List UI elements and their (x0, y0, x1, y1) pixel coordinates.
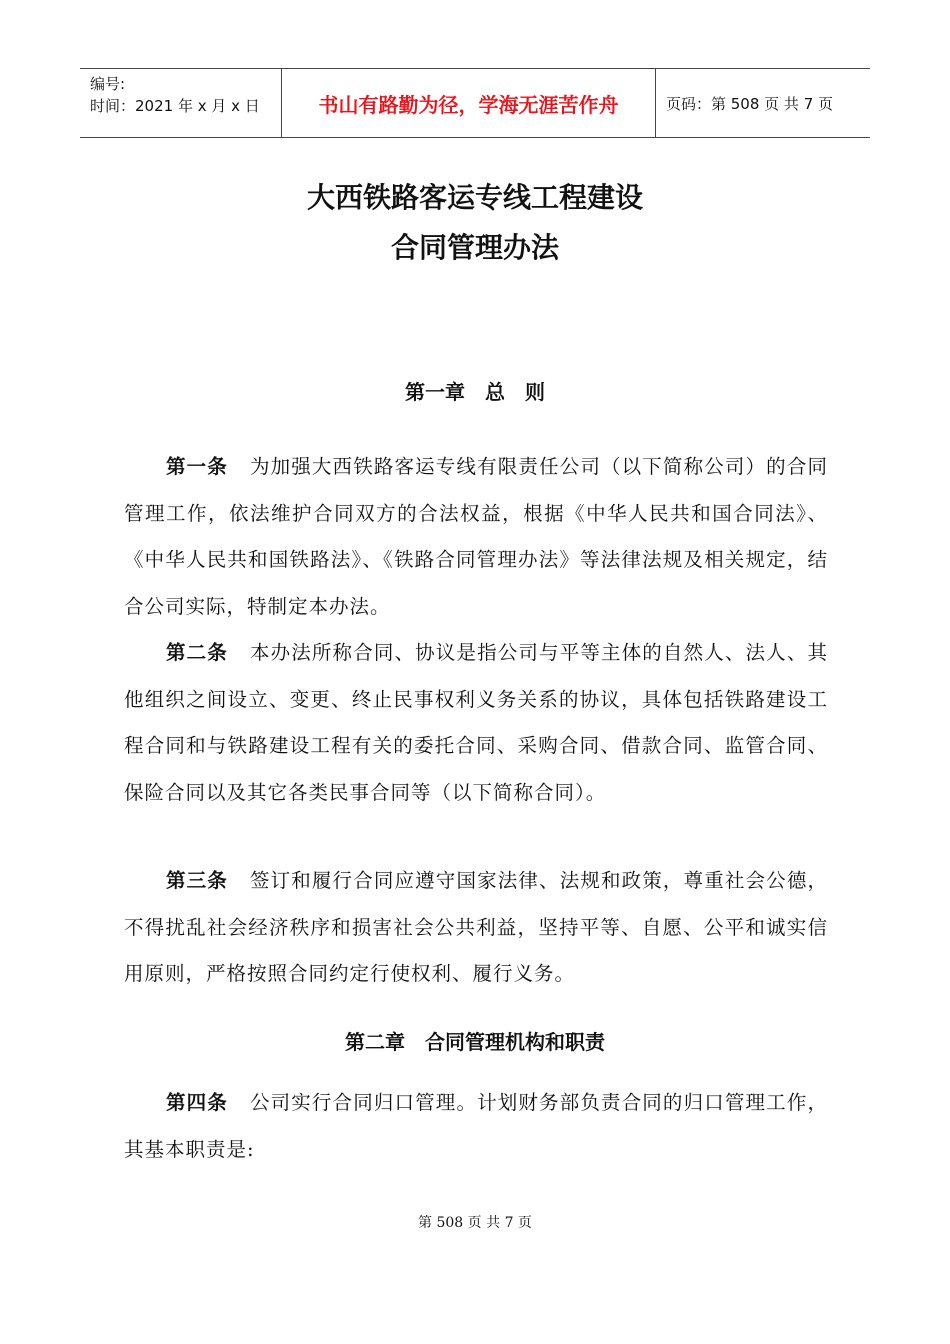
document-title-line-2: 合同管理办法 (390, 231, 559, 264)
document-date-label: 时间：2021 年 x 月 x 日 (90, 97, 260, 115)
document-title-line-1: 大西铁路客运专线工程建设 (306, 181, 643, 214)
article-4-label: 第四条 (166, 1091, 228, 1114)
article-2 (124, 630, 828, 816)
article-2-text: 本办法所称合同、协议是指公司与平等主体的自然人、法人、其他组织之间设立、变更、终止民事权利义务关系的协议，具体包括铁路建设工程合同和与铁路建设工程有关的委托合同、采购合同、借款合同、监管合同、保险合同以及其它各类民事合同等（以下简称合同）。 (124, 641, 828, 804)
header-motto: 书山有路勤为径，学海无涯苦作舟 (282, 69, 656, 137)
article-3 (124, 858, 828, 998)
chapter-2-heading: 第二章 合同管理机构和职责 (345, 1030, 605, 1054)
article-4-text: 公司实行合同归口管理。计划财务部负责合同的归口管理工作，其基本职责是: (124, 1091, 828, 1161)
page-footer: 第 508 页 共 7 页 (418, 1215, 532, 1231)
header-page-code: 页码：第 508 页 共 7 页 (666, 94, 834, 113)
article-1-label: 第一条 (166, 455, 228, 478)
article-1 (124, 444, 828, 630)
article-3-text: 签订和履行合同应遵守国家法律、法规和政策，尊重社会公德，不得扰乱社会经济秩序和损害社会公共利益，坚持平等、自愿、公平和诚实信用原则，严格按照合同约定行使权利、履行义务。 (124, 869, 828, 985)
article-1-text: 为加强大西铁路客运专线有限责任公司（以下简称公司）的合同管理工作，依法维护合同双方的合法权益，根据《中华人民共和国合同法》、《中华人民共和国铁路法》、《铁路合同管理办法》等法律法规及相关规定，结合公司实际，特制定本办法。 (124, 455, 828, 618)
chapter-1-heading: 第一章 总 则 (405, 380, 545, 404)
header-meta (80, 69, 282, 137)
article-3-label: 第三条 (166, 869, 228, 892)
page-header (80, 68, 870, 138)
document-number-label: 编号: (90, 75, 126, 93)
article-2-label: 第二条 (166, 641, 228, 664)
article-4 (124, 1080, 828, 1173)
